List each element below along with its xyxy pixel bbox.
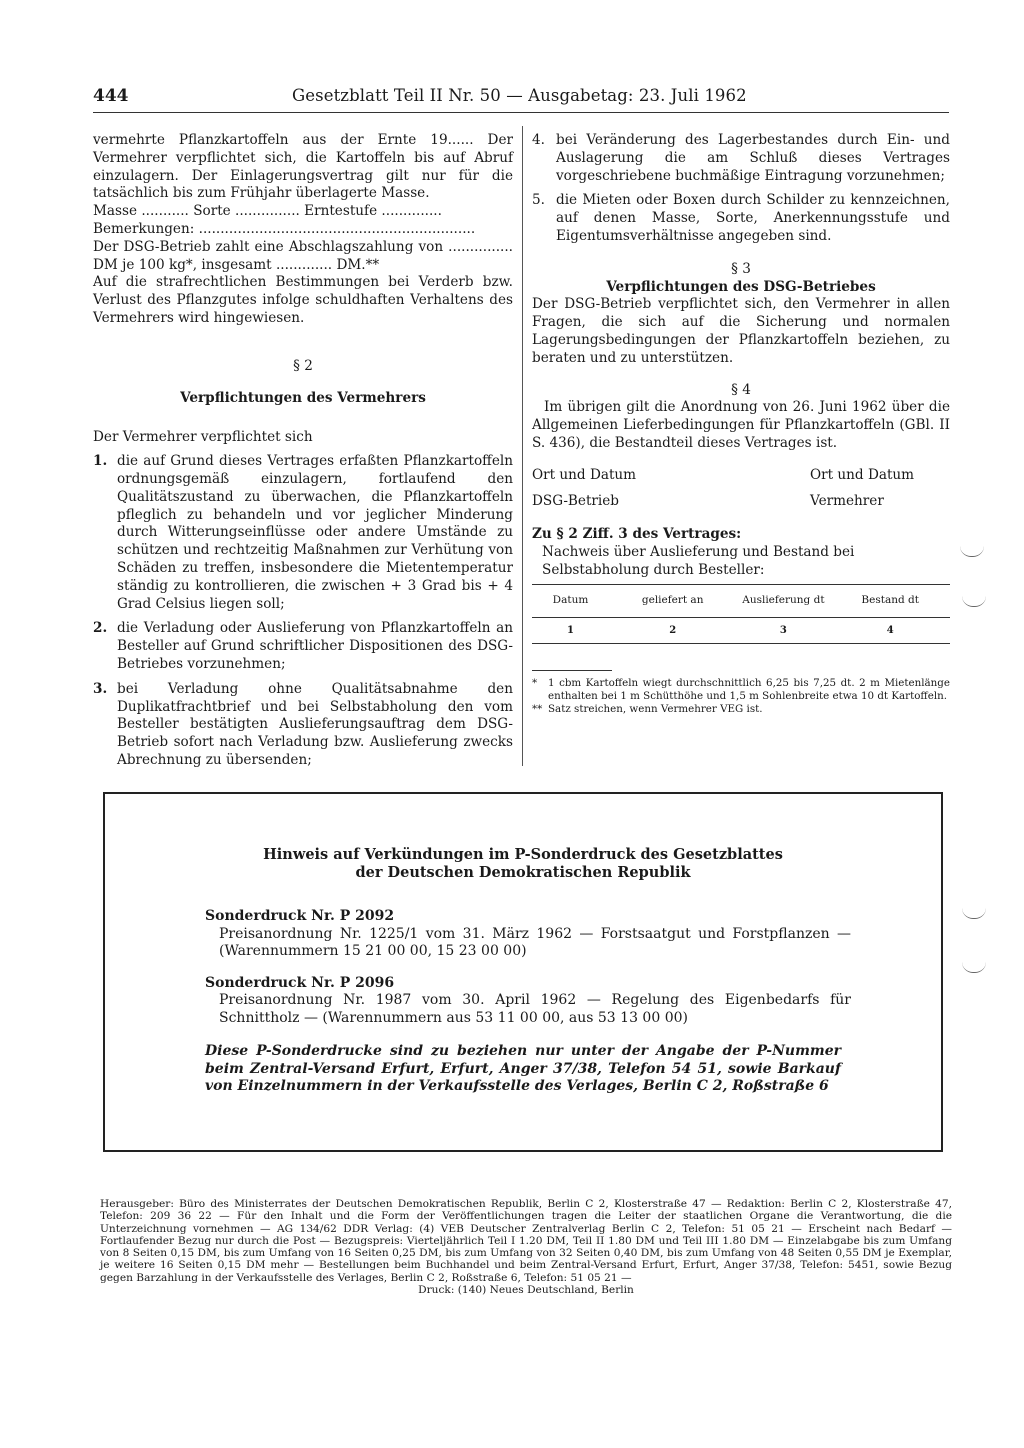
footnote-1 [532, 677, 950, 703]
notice-entry-label: Sonderdruck Nr. P 2092 [205, 908, 395, 924]
item-text: die Verladung oder Auslieferung von Pflanzkartoffeln an Besteller auf Grund schriftlicher Dispositionen des DSG-Betriebes vorzunehmen; [117, 620, 513, 672]
page-number: 444 [93, 86, 129, 106]
intro-liability: Auf die strafrechtlichen Bestimmungen bei Verderb bzw. Verlust des Pflanzgutes infolge schuldhaften Verhaltens des Vermehrers wird hingewiesen. [93, 274, 513, 326]
margin-mark [962, 596, 986, 607]
section-4-number: § 4 [731, 381, 751, 398]
header-rule [93, 112, 949, 113]
footnote-2 [532, 703, 950, 716]
item-number: 4. [532, 132, 545, 148]
margin-mark [962, 908, 986, 919]
item-text: die auf Grund dieses Vertrages erfaßten Pflanzkartoffeln ordnungsgemäß einzulagern, fortlaufend den Qualitätszustand zu überwachen, die Pflanzkartoffeln pfleglich zu behandeln und vor jeglicher Minderung durch Witterungseinflüsse oder andere Umstände zu schützen und rechtzeitig Maßnahmen zur Verhütung von Schäden zu treffen, insbesondere die Mietentemperatur ständig zu kontrollieren, die zwischen + 3 Grad bis + 4 Grad Celsius liegen soll; [117, 453, 513, 612]
section-2-item-4 [532, 132, 950, 185]
footnote-mark: ** [532, 703, 543, 716]
table-number-row [532, 617, 950, 644]
item-text: bei Veränderung des Lagerbestandes durch Ein- und Auslagerung die am Schluß dieses Vertrages vorgeschriebene buchmäßige Eintragung vorzunehmen; [556, 132, 950, 184]
table-number-cell: 3 [736, 617, 830, 644]
table-header-cell: Datum [532, 584, 609, 617]
footnote-mark: * [532, 677, 538, 690]
footnote-text: 1 cbm Kartoffeln wiegt durchschnittlich 6,25 bis 7,25 dt. 2 m Mietenlänge enthalten bei 1 m Schütthöhe und 1,5 m Sohlenbreite etwa 10 dt Kartoffeln. [548, 677, 950, 703]
section-2-item-1 [93, 453, 513, 613]
imprint-printer: Druck: (140) Neues Deutschland, Berlin [418, 1284, 634, 1297]
section-3-number: § 3 [731, 260, 751, 277]
item-number: 5. [532, 192, 545, 209]
imprint [100, 1198, 952, 1296]
notice-box [103, 792, 943, 1152]
table-header-cell: Bestand dt [830, 584, 950, 617]
table-number-cell: 4 [830, 617, 950, 644]
column-divider [522, 126, 523, 766]
signature-party-right: Vermehrer [810, 492, 884, 509]
intro-payment: Der DSG-Betrieb zahlt eine Abschlagszahlung von ............... DM je 100 kg*, insgesamt ............. DM.** [93, 238, 513, 273]
section-2-title: Verpflichtungen des Vermehrers [180, 389, 426, 406]
table-number-cell: 2 [609, 617, 736, 644]
signature-place-right: Ort und Datum [810, 466, 915, 483]
right-column [532, 132, 950, 716]
running-header: Gesetzblatt Teil II Nr. 50 — Ausgabetag: 23. Juli 1962 [292, 86, 747, 105]
footnote-text: Satz streichen, wenn Vermehrer VEG ist. [548, 703, 763, 716]
item-number: 1. [93, 453, 108, 470]
signature-party-left: DSG-Betrieb [532, 492, 620, 509]
item-number: 2. [93, 620, 108, 637]
item-number: 3. [93, 680, 108, 697]
section-2-item-3 [93, 681, 513, 770]
signature-place-row [532, 467, 950, 485]
section-3-title: Verpflichtungen des DSG-Betriebes [606, 278, 876, 295]
footnote-rule [532, 670, 612, 671]
signature-party-row [532, 493, 950, 511]
notice-entry-text: Preisanordnung Nr. 1987 vom 30. April 1962 — Regelung des Eigenbedarfs für Schnittholz — (Warennummern aus 53 11 00 00, aus 53 13 00 00) [219, 992, 851, 1026]
signature-place-left: Ort und Datum [532, 466, 637, 483]
imprint-text: Herausgeber: Büro des Ministerrates der Deutschen Demokratischen Republik, Berlin C 2, Klosterstraße 47 — Redaktion: Berlin C 2, Klosterstraße 47, Telefon: 209 36 22 — Für den Inhalt und die Form der Veröffentlichungen tragen die Leiter der staatlichen Organe die Verantwortung, die die Unterzeichnung vornehmen — AG 134/62 DDR Verlag: (4) VEB Deutscher Zentralverlag Berlin C 2, Telefon: 51 05 21 — Erscheint nach Bedarf — Fortlaufender Bezug nur durch die Post — Bezugspreis: Vierteljährlich Teil I 1.20 DM, Teil II 1.80 DM und Teil III 1.80 DM — Einzelabgabe bis zum Umfang von 8 Seiten 0,15 DM, bis zum Umfang von 16 Seiten 0,25 DM, bis zum Umfang von 32 Seiten 0,40 DM, bis zum Umfang von 48 Seiten 0,55 DM je Exemplar, je weitere 16 Seiten 0,15 DM mehr — Bestellungen beim Buchhandel und beim Zentral-Versand Erfurt, Erfurt, Anger 37/38, Telefon: 5451, sowie Bezug gegen Barzahlung in der Verkaufsstelle des Verlages, Berlin C 2, Roßstraße 6, Telefon: 51 05 21 — [100, 1198, 952, 1284]
delivery-table [532, 584, 950, 645]
intro-remarks-line: Bemerkungen: ................................................................ [93, 220, 476, 237]
section-2-lead: Der Vermehrer verpflichtet sich [93, 429, 313, 446]
notice-title [105, 846, 941, 882]
section-2-item-5 [532, 192, 950, 245]
margin-mark [960, 546, 984, 557]
notice-title-line-2: der Deutschen Demokratischen Republik [355, 864, 691, 881]
margin-mark [962, 962, 986, 973]
annex-title: Zu § 2 Ziff. 3 des Vertrages: [532, 526, 742, 543]
annex-text: Nachweis über Auslieferung und Bestand bei Selbstabholung durch Besteller: [542, 544, 855, 578]
notice-entry-text: Preisanordnung Nr. 1225/1 vom 31. März 1962 — Forstsaatgut und Forstpflanzen — (Warennummern 15 21 00 00, 15 23 00 00) [219, 925, 851, 959]
section-2-item-2 [93, 620, 513, 673]
item-text: bei Verladung ohne Qualitätsabnahme den Duplikatfrachtbrief und bei Selbstabholung den vom Besteller bestätigten Auslieferungsauftrag dem DSG-Betrieb sofort nach Verladung bzw. Auslieferung zwecks Abrechnung zu übersenden; [117, 680, 513, 768]
intro-paragraph: vermehrte Pflanzkartoffeln aus der Ernte 19...... Der Vermehrer verpflichtet sich, die Kartoffeln bis auf Abruf einzulagern. Der Einlagerungsvertrag gilt nur für die tatsächlich bis zum Frühjahr überlagerte Masse. [93, 132, 513, 202]
table-header-cell: Auslieferung dt [736, 584, 830, 617]
item-text: die Mieten oder Boxen durch Schilder zu kennzeichnen, auf denen Masse, Sorte, Anerkennungsstufe und Eigentumsverhältnisse angegeben sind. [556, 192, 950, 244]
table-header-cell: geliefert an [609, 584, 736, 617]
section-2-number: § 2 [293, 357, 313, 374]
intro-masse-line: Masse ........... Sorte ............... Erntestufe .............. [93, 203, 442, 220]
section-4-text: Im übrigen gilt die Anordnung von 26. Juni 1962 über die Allgemeinen Lieferbedingungen für Pflanzkartoffeln (GBl. II S. 436), die Bestandteil dieses Vertrages ist. [532, 399, 950, 451]
notice-closing: Diese P-Sonderdrucke sind zu beziehen nur unter der Angabe der P-Nummer beim Zentral-Versand Erfurt, Erfurt, Anger 37/38, Telefon 54 51, sowie Barkauf von Einzelnummern in der Verkaufsstelle des Verlages, Berlin C 2, Roßstraße 6 [205, 1043, 841, 1094]
section-3-text: Der DSG-Betrieb verpflichtet sich, den Vermehrer in allen Fragen, die sich auf die Sicherung und normalen Lagerungsbedingungen der Pflanzkartoffeln beziehen, zu beraten und zu unterstützen. [532, 296, 950, 366]
notice-entry-label: Sonderdruck Nr. P 2096 [205, 974, 395, 991]
notice-title-line-1: Hinweis auf Verkündungen im P-Sonderdruck des Gesetzblattes [263, 846, 783, 863]
table-number-cell: 1 [532, 617, 609, 644]
table-header-row [532, 584, 950, 617]
notice-body [205, 908, 851, 1096]
left-column [93, 132, 513, 777]
